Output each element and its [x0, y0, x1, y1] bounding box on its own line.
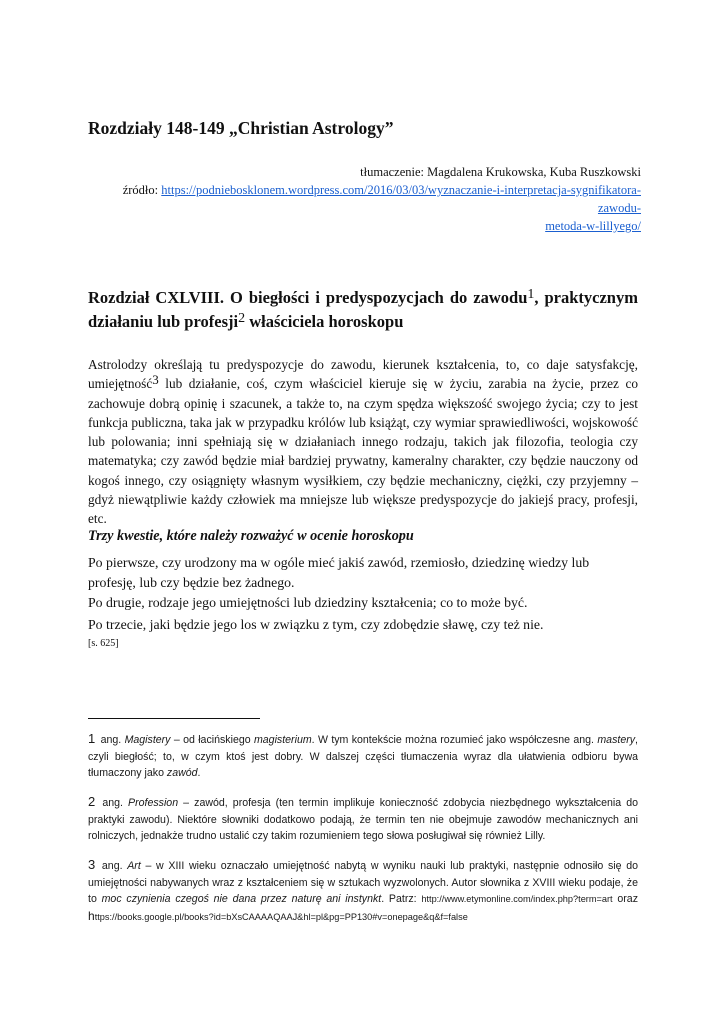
footnote-separator	[88, 718, 260, 719]
chapter-heading-text: Rozdział CXLVIII. O biegłości i predyspozycjach do zawodu	[88, 288, 528, 307]
footnote-number: 3	[88, 857, 96, 872]
google-books-link[interactable]: ttps://books.google.pl/books?id=bXsCAAAAQAAJ&hl=pl&pg=PP130#v=onepage&q&f=false	[94, 911, 468, 922]
question-3: Po trzecie, jaki będzie jego los w związku z tym, czy zdobędzie sławę, czy też nie.	[88, 617, 544, 632]
footnote-ref-3[interactable]: 3	[152, 372, 159, 388]
chapter-heading	[88, 286, 638, 334]
document-title: Rozdziały 148-149 „Christian Astrology”	[88, 118, 394, 138]
footnote-ref-2[interactable]: 2	[238, 311, 246, 326]
footnote-1: 1 ang. Magistery – od łacińskiego magisterium. W tym kontekście można rozumieć jako współczesne ang. mastery, czyli biegłość; to, w czym ktoś jest dobry. W dalszej części tłumaczenia wyraz dla ułatwienia odbioru bywa tłumaczony jako zawód.	[88, 731, 638, 779]
section-subheading: Trzy kwestie, które należy rozważyć w ocenie horoskopu	[88, 528, 414, 544]
footnote-3: 3 ang. Art – w XIII wieku oznaczało umiejętność nabytą w wyniku nauki lub praktyki, następnie odnosiło się do umiejętności nabywanych wraz z kształceniem się w sztukach wyzwolonych. Autor słownika z XVIII wieku podaje, że to moc czynienia czegoś nie dana przez naturę ani instynkt. Patrz: http://www.etymonline.com/index.php?term=art oraz https://books.google.pl/books?id=bXsCAAAAQAAJ&hl=pl&pg=PP130#v=onepage&q&f=false	[88, 857, 638, 923]
footnote-ref-1[interactable]: 1	[527, 287, 535, 302]
etymonline-link[interactable]: http://www.etymonline.com/index.php?term=art	[421, 894, 613, 904]
source-label: źródło:	[122, 183, 162, 197]
source-line	[81, 181, 641, 235]
page-reference: [s. 625]	[88, 638, 119, 649]
source-link[interactable]: https://podniebosklonem.wordpress.com/2016/03/03/wyznaczanie-i-interpretacja-sygnifikatora-zawodu- metoda-w-lillyego/	[161, 183, 641, 233]
translation-credit: tłumaczenie: Magdalena Krukowska, Kuba Ruszkowski	[360, 165, 641, 179]
footnote-2: 2 ang. Profession – zawód, profesja (ten termin implikuje konieczność zdobycia niezbędnego wykształcenia do praktyki zawodu). Niektóre słowniki dodatkowo podają, że termin ten nie obejmuje zawodów mechanicznych ani rolniczych, jednakże trudno ustalić czy takim rozumieniem tego słowa posługiwał się również Lilly.	[88, 794, 638, 842]
chapter-heading-text: działaniu lub profesji	[88, 312, 239, 331]
intro-paragraph: Astrolodzy określają tu predyspozycje do zawodu, kierunek kształcenia, to, co daje satysfakcję, umiejętność$^3$ lub działanie, coś, czym właściciel kieruje się w życiu, zarabia na życie, przez co zachowuje dobrą opinię i szacunek, a także to, na czym spędza większość swojego życia; czy to jest funkcja publiczna, taka jak w przypadku królów lub książąt, czy wymiar sprawiedliwości, wojskowość lub polowania; inni spełniają się w działaniach innego rodzaju, takich jak filozofia, teologia czy matematyka; czy zawód będzie miał bardziej prywatny, kameralny charakter, czy będzie nauczony od kogoś innego, czy osiągnięty własnym wysiłkiem, czy będzie mechaniczny, ciężki, czy przyjemny – gdyż niewątpliwie każdy człowiek ma mniejsze lub większe predyspozycje do jakiejś pracy, profesji, etc.	[88, 357, 638, 527]
question-2: Po drugie, rodzaje jego umiejętności lub dziedziny kształcenia; co to może być.	[88, 595, 528, 610]
chapter-heading-text: , praktycznym	[534, 288, 638, 307]
footnote-number: 2	[88, 794, 96, 809]
footnote-number: 1	[88, 731, 96, 746]
question-1: Po pierwsze, czy urodzony ma w ogóle mieć jakiś zawód, rzemiosło, dziedzinę wiedzy lub profesję, lub czy będzie bez żadnego.	[88, 555, 590, 590]
chapter-heading-text: właściciela horoskopu	[245, 312, 404, 331]
